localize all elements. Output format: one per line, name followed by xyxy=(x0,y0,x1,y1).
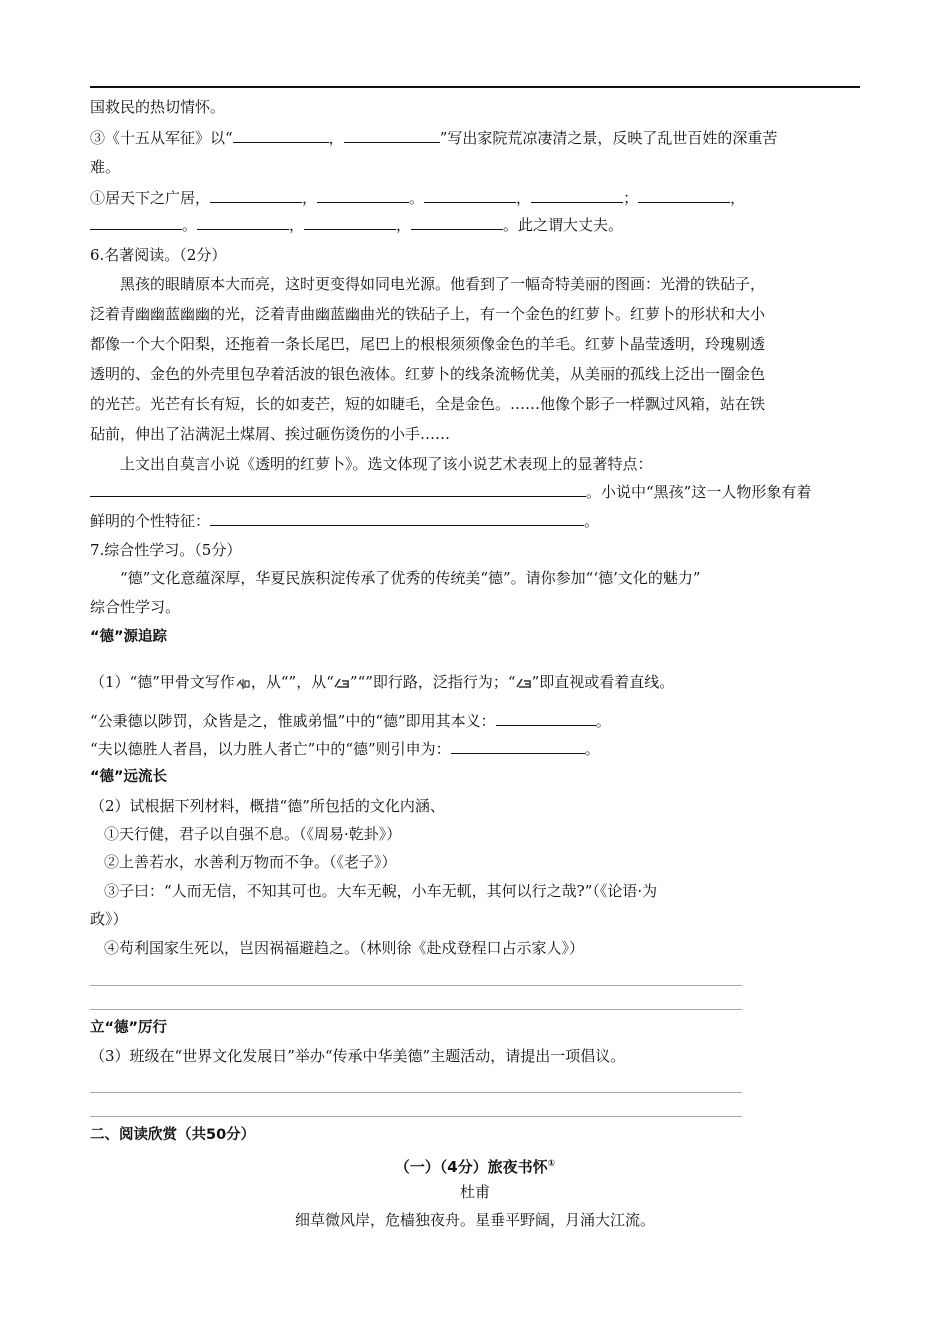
poem-verse: 细草微风岸，危樯独夜舟。星垂平野阔，月涌大江流。 xyxy=(294,1211,655,1229)
header-rule xyxy=(90,86,860,88)
passage-line: 泛着青幽幽蓝幽幽的光，泛着青曲幽蓝幽曲光的铁砧子上，有一个金色的红萝卜。红萝卜的形状和大小 xyxy=(90,305,766,323)
answer-blank[interactable] xyxy=(90,215,182,230)
answer-blank[interactable] xyxy=(197,215,289,230)
passage-line: 透明的、金色的外壳里包孕着活波的银色液体。红萝卜的线条流畅优美，从美丽的孤线上泛出一圈金色 xyxy=(90,365,766,383)
intro-line: 综合性学习。 xyxy=(90,598,181,616)
question-line: （2）试根据下列材料，概措“德”所包括的文化内涵、 xyxy=(90,797,445,815)
text-line: 国救民的热切情怀。 xyxy=(90,98,226,116)
answer-blank[interactable] xyxy=(496,711,596,726)
subheading-practice: 立“德”厉行 xyxy=(90,1020,168,1036)
oracle-bone-zhi-glyph-icon xyxy=(516,676,532,690)
answer-blank[interactable] xyxy=(233,128,329,143)
passage-line: 都像一个大个阳梨，还拖着一条长尾巴，尾巴上的根根须须像金色的羊毛。红萝卜晶莹透明，玲瑰剔透 xyxy=(90,335,766,353)
subheading-lineage: “德”远流长 xyxy=(90,769,168,785)
answer-blank[interactable] xyxy=(638,188,730,203)
fill-in-line: 。小说中“黑孩”这一人物形象有着 xyxy=(90,482,811,502)
answer-rule[interactable] xyxy=(90,1092,742,1093)
question-line: （3）班级在“世界文化发展日”举办“传承中华美德”主题活动，请提出一项倡议。 xyxy=(90,1047,626,1065)
answer-blank[interactable] xyxy=(210,511,584,526)
answer-blank[interactable] xyxy=(411,215,503,230)
answer-rule[interactable] xyxy=(90,1009,742,1010)
glyph-line: （1）“德”甲骨文写作 ，从“”，从“ ”“”即行路，泛指行为；“ ”即直视或看着直线。 xyxy=(90,673,675,691)
text-line: 难。 xyxy=(90,158,121,176)
intro-line: “德”文化意蕴深厚，华夏民族积淀传承了优秀的传统美“德”。请你参加“‘德’文化的魅力” xyxy=(120,569,701,587)
material-item: ③子曰：“人而无信，不知其可也。大车无輗，小车无軏，其何以行之哉?”（《论语·为 xyxy=(104,882,658,900)
answer-blank[interactable] xyxy=(90,482,586,497)
question-line: 上文出自莫言小说《透明的红萝卜》。选文体现了该小说艺术表现上的显著特点： xyxy=(120,455,653,473)
answer-rule[interactable] xyxy=(90,1116,742,1117)
passage-line: 砧前，伸出了沾满泥土煤屑、挨过砸伤烫伤的小手…… xyxy=(90,425,451,443)
subheading-origin: “德”源追踪 xyxy=(90,629,168,645)
fill-in-line: “公秉德以陟罚，众皆是之，惟戚弟愠”中的“德”即用其本义： 。 xyxy=(90,712,611,730)
passage-line: 的光芒。光芒有长有短，长的如麦芒，短的如睫毛，全是金色。……他像个影子一样飘过风箱，站在铁 xyxy=(90,395,766,413)
material-item: 政》） xyxy=(90,910,128,928)
answer-blank[interactable] xyxy=(451,739,585,754)
answer-blank[interactable] xyxy=(424,188,516,203)
fill-in-line: “夫以德胜人者昌，以力胜人者亡”中的“德”则引申为： 。 xyxy=(90,740,600,758)
answer-rule[interactable] xyxy=(90,985,742,986)
poem-author: 杜甫 xyxy=(459,1183,490,1201)
fill-in-line: 鲜明的个性特征： 。 xyxy=(90,512,600,530)
section-2-title: 二、阅读欣赏（共50分） xyxy=(90,1127,256,1143)
passage-line: 黑孩的眼睛原本大而亮，这时更变得如同电光源。他看到了一幅奇特美丽的图画：光滑的铁砧子， xyxy=(120,275,766,293)
oracle-bone-zhi-glyph-icon xyxy=(334,676,350,690)
material-item: ④苟利国家生死以，岂因祸福避趋之。（林则徐《赴戍登程口占示家人》） xyxy=(104,939,585,957)
answer-blank[interactable] xyxy=(531,188,623,203)
answer-blank[interactable] xyxy=(304,215,396,230)
material-item: ①天行健，君子以自强不息。（《周易·乾卦》） xyxy=(104,825,402,843)
answer-blank[interactable] xyxy=(210,188,302,203)
fill-in-line: 。 ， ， 。此之谓大丈夫。 xyxy=(90,215,623,235)
fill-in-line: ①居天下之广居， ， 。 ， ； ， xyxy=(90,189,746,207)
poem-title: （一）（4分）旅夜书怀① xyxy=(394,1158,556,1176)
oracle-bone-de-glyph-icon xyxy=(235,676,251,690)
question-7-title: 7.综合性学习。（5分） xyxy=(90,541,242,559)
answer-blank[interactable] xyxy=(344,128,440,143)
question-6-title: 6.名著阅读。（2分） xyxy=(90,246,227,264)
footnote-marker: ① xyxy=(547,1159,556,1169)
material-item: ②上善若水，水善利万物而不争。（《老子》） xyxy=(104,853,397,871)
fill-in-line: ③《十五从军征》以“ ， ”写出家院荒凉凄清之景，反映了乱世百姓的深重苦 xyxy=(90,129,778,147)
answer-blank[interactable] xyxy=(317,188,409,203)
